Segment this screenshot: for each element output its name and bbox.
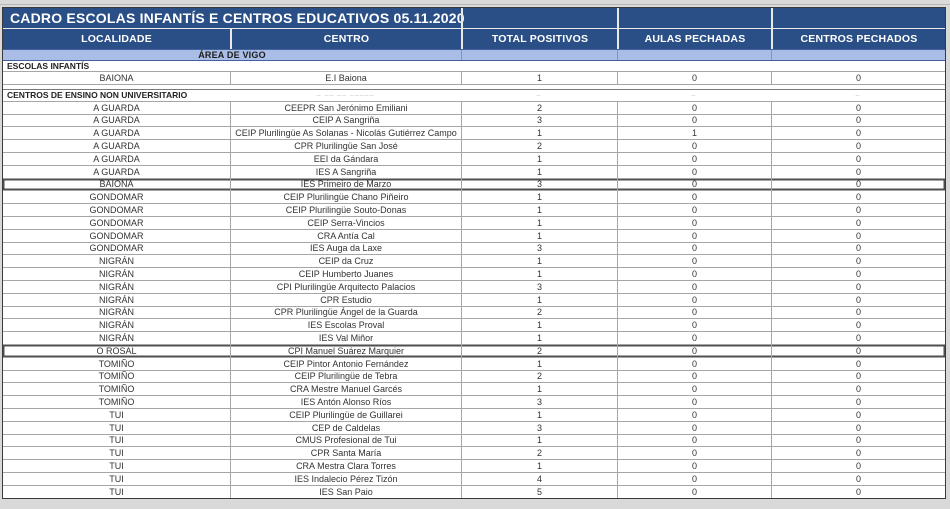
centros-pechados-cell[interactable]: 0 <box>771 204 945 216</box>
total-positivos-cell[interactable]: 3 <box>461 179 617 191</box>
centros-pechados-cell[interactable]: 0 <box>771 230 945 242</box>
total-positivos-cell[interactable]: 1 <box>461 217 617 229</box>
table-row[interactable] <box>3 229 945 242</box>
centros-pechados-cell[interactable]: 0 <box>771 243 945 255</box>
centros-pechados-cell[interactable]: 0 <box>771 294 945 306</box>
total-positivos-cell[interactable]: 1 <box>461 191 617 203</box>
aulas-pechadas-cell[interactable]: 0 <box>617 486 771 498</box>
aulas-pechadas-cell[interactable]: 0 <box>617 332 771 344</box>
aulas-pechadas-cell[interactable]: 0 <box>617 179 771 191</box>
localidade-cell[interactable]: TOMIÑO <box>98 397 135 408</box>
total-positivos-cell[interactable]: 1 <box>461 332 617 344</box>
localidade-cell[interactable]: GONDOMAR <box>89 205 144 216</box>
column-header-centros-pechados[interactable]: CENTROS PECHADOS <box>771 29 945 49</box>
total-positivos-cell[interactable]: 1 <box>461 268 617 280</box>
centro-cell[interactable]: CRA Antía Cal <box>230 230 461 242</box>
centros-pechados-cell[interactable]: 0 <box>771 179 945 191</box>
section-label: ESCOLAS INFANTÍS <box>7 61 90 71</box>
centros-pechados-cell[interactable]: 0 <box>771 140 945 152</box>
centros-pechados-cell[interactable]: 0 <box>771 319 945 331</box>
table-row[interactable] <box>3 485 945 498</box>
ghost-mark: – <box>855 91 861 99</box>
centro-cell[interactable]: IES Escolas Proval <box>230 319 461 331</box>
centros-pechados-cell[interactable]: 0 <box>771 332 945 344</box>
centros-pechados-cell[interactable]: 0 <box>771 72 945 84</box>
table-row[interactable] <box>3 408 945 421</box>
aulas-pechadas-cell[interactable]: 0 <box>617 447 771 459</box>
table-row[interactable] <box>3 178 945 191</box>
centros-pechados-cell[interactable]: 0 <box>771 422 945 434</box>
table-row[interactable] <box>3 421 945 434</box>
centro-cell[interactable]: CEIP Plurilingüe As Solanas - Nicolás Gutiérrez Campo <box>230 127 461 139</box>
centro-cell[interactable]: IES San Paio <box>230 486 461 498</box>
localidade-cell[interactable]: TUI <box>109 409 124 420</box>
centro-cell[interactable]: IES Indalecio Pérez Tizón <box>230 473 461 485</box>
total-positivos-cell[interactable]: 2 <box>461 102 617 114</box>
centros-pechados-cell[interactable]: 0 <box>771 409 945 421</box>
column-header-row <box>3 29 945 49</box>
localidade-cell[interactable]: NIGRÁN <box>98 333 134 344</box>
total-positivos-cell[interactable]: 1 <box>461 460 617 472</box>
centros-pechados-cell[interactable]: 0 <box>771 447 945 459</box>
localidade-cell[interactable]: TUI <box>109 461 124 471</box>
table-row[interactable] <box>3 382 945 395</box>
total-positivos-cell[interactable]: 1 <box>461 153 617 165</box>
localidade-cell[interactable]: GONDOMAR <box>89 192 144 203</box>
localidade-cell[interactable]: TOMIÑO <box>98 371 135 382</box>
aulas-pechadas-cell[interactable]: 0 <box>617 268 771 280</box>
localidade-cell[interactable]: TUI <box>109 435 124 446</box>
table-row[interactable] <box>3 331 945 344</box>
total-positivos-cell[interactable]: 1 <box>461 435 617 447</box>
localidade-cell[interactable]: NIGRÁN <box>98 294 134 305</box>
centros-pechados-cell[interactable]: 0 <box>771 435 945 447</box>
centros-pechados-cell[interactable]: 0 <box>771 127 945 139</box>
centros-pechados-cell[interactable]: 0 <box>771 268 945 280</box>
table-row[interactable] <box>3 446 945 459</box>
localidade-cell[interactable]: TOMIÑO <box>98 384 135 395</box>
centro-cell[interactable]: CPI Plurilingüe Arquitecto Palacios <box>230 281 461 293</box>
table-row[interactable] <box>3 370 945 383</box>
localidade-cell[interactable]: A GUARDA <box>93 115 140 126</box>
centro-cell[interactable]: CEIP Plurilingüe de Guillarei <box>230 409 461 421</box>
centros-pechados-cell[interactable]: 0 <box>771 460 945 472</box>
aulas-pechadas-cell[interactable]: 0 <box>617 371 771 383</box>
centro-cell[interactable]: E.I Baiona <box>230 72 461 84</box>
localidade-cell[interactable]: O ROSAL <box>96 345 137 356</box>
centro-cell[interactable]: IES Val Miñor <box>230 332 461 344</box>
table-body <box>3 61 945 498</box>
centros-pechados-cell[interactable]: 0 <box>771 345 945 357</box>
centro-cell[interactable]: CRA Mestre Manuel Garcés <box>230 383 461 395</box>
centro-cell[interactable]: IES A Sangriña <box>230 166 461 178</box>
aulas-pechadas-cell[interactable]: 0 <box>617 166 771 178</box>
aulas-pechadas-cell[interactable]: 0 <box>617 140 771 152</box>
centros-pechados-cell[interactable]: 0 <box>771 166 945 178</box>
centros-pechados-cell[interactable]: 0 <box>771 255 945 267</box>
centros-pechados-cell[interactable]: 0 <box>771 281 945 293</box>
aulas-pechadas-cell[interactable]: 0 <box>617 435 771 447</box>
area-band-blank <box>617 50 771 60</box>
localidade-cell[interactable]: TUI <box>109 448 124 459</box>
table-row[interactable] <box>3 459 945 472</box>
table-row[interactable] <box>3 306 945 319</box>
centro-cell[interactable]: IES Antón Alonso Ríos <box>230 396 461 408</box>
table-row[interactable] <box>3 101 945 114</box>
table-row[interactable] <box>3 71 945 84</box>
centros-pechados-cell[interactable]: 0 <box>771 486 945 498</box>
aulas-pechadas-cell[interactable]: 0 <box>617 243 771 255</box>
title-blank-cell <box>617 8 771 28</box>
aulas-pechadas-cell[interactable]: 0 <box>617 255 771 267</box>
localidade-cell[interactable]: A GUARDA <box>93 153 140 164</box>
covid-schools-table <box>2 7 946 499</box>
table-row[interactable] <box>3 216 945 229</box>
table-row[interactable] <box>3 126 945 139</box>
localidade-cell[interactable]: BAIONA <box>99 179 134 190</box>
aulas-pechadas-cell[interactable]: 0 <box>617 409 771 421</box>
centro-cell[interactable]: CPI Manuel Suárez Marquier <box>230 345 461 357</box>
aulas-pechadas-cell[interactable]: 0 <box>617 217 771 229</box>
centro-cell[interactable]: CPR Plurilingüe San José <box>230 140 461 152</box>
localidade-cell[interactable]: A GUARDA <box>93 102 140 113</box>
table-row[interactable] <box>3 357 945 370</box>
total-positivos-cell[interactable]: 3 <box>461 396 617 408</box>
centro-cell[interactable]: CEIP Humberto Juanes <box>230 268 461 280</box>
section-header-row <box>3 89 945 101</box>
aulas-pechadas-cell[interactable]: 0 <box>617 422 771 434</box>
section-label: CENTROS DE ENSINO NON UNIVERSITARIO <box>7 90 188 101</box>
centro-cell[interactable]: EEI da Gándara <box>230 153 461 165</box>
centro-cell[interactable]: CPR Santa María <box>230 447 461 459</box>
aulas-pechadas-cell[interactable]: 0 <box>617 345 771 357</box>
column-header-aulas-pechadas[interactable]: AULAS PECHADAS <box>617 29 771 49</box>
centros-pechados-cell[interactable]: 0 <box>771 383 945 395</box>
total-positivos-cell[interactable]: 5 <box>461 486 617 498</box>
centro-cell[interactable]: CEIP Plurilingüe Souto-Donas <box>230 204 461 216</box>
localidade-cell[interactable]: TOMIÑO <box>98 358 135 369</box>
centro-cell[interactable]: CEIP A Sangriña <box>230 115 461 127</box>
table-row[interactable] <box>3 203 945 216</box>
window-edge-line <box>0 4 950 5</box>
area-band-label: ÁREA DE VIGO <box>198 50 266 60</box>
table-row[interactable] <box>3 293 945 306</box>
centros-pechados-cell[interactable]: 0 <box>771 153 945 165</box>
table-row[interactable] <box>3 165 945 178</box>
centro-cell[interactable]: IES Primeiro de Marzo <box>230 179 461 191</box>
total-positivos-cell[interactable]: 2 <box>461 371 617 383</box>
localidade-cell[interactable]: A GUARDA <box>93 128 140 139</box>
total-positivos-cell[interactable]: 3 <box>461 115 617 127</box>
localidade-cell[interactable]: NIGRÁN <box>98 269 134 280</box>
table-row[interactable] <box>3 472 945 485</box>
table-row[interactable] <box>3 280 945 293</box>
area-band-row <box>3 49 945 61</box>
localidade-cell[interactable]: GONDOMAR <box>89 243 144 254</box>
localidade-cell[interactable]: TUI <box>109 486 124 497</box>
aulas-pechadas-cell[interactable]: 0 <box>617 358 771 370</box>
total-positivos-cell[interactable]: 1 <box>461 255 617 267</box>
localidade-cell[interactable]: GONDOMAR <box>89 230 144 241</box>
centro-cell[interactable]: CMUS Profesional de Tui <box>230 435 461 447</box>
centros-pechados-cell[interactable]: 0 <box>771 115 945 127</box>
centro-cell[interactable]: CPR Estudio <box>230 294 461 306</box>
total-positivos-cell[interactable]: 2 <box>461 140 617 152</box>
localidade-cell[interactable]: A GUARDA <box>93 166 140 177</box>
total-positivos-cell[interactable]: 1 <box>461 72 617 84</box>
centro-cell[interactable]: CEIP Pintor Antonio Fernández <box>230 358 461 370</box>
table-row[interactable] <box>3 318 945 331</box>
centro-cell[interactable]: CEIP Plurilingüe Chano Piñeiro <box>230 191 461 203</box>
area-band-blank <box>771 50 945 60</box>
aulas-pechadas-cell[interactable]: 0 <box>617 319 771 331</box>
column-header-localidade[interactable]: LOCALIDADE <box>81 33 152 45</box>
table-title-row <box>3 8 945 29</box>
centro-cell[interactable]: CRA Mestra Clara Torres <box>230 460 461 472</box>
centros-pechados-cell[interactable]: 0 <box>771 358 945 370</box>
aulas-pechadas-cell[interactable]: 0 <box>617 307 771 319</box>
total-positivos-cell[interactable]: 1 <box>461 166 617 178</box>
aulas-pechadas-cell[interactable]: 0 <box>617 204 771 216</box>
total-positivos-cell[interactable]: 1 <box>461 409 617 421</box>
table-row[interactable] <box>3 139 945 152</box>
table-row[interactable] <box>3 267 945 280</box>
localidade-cell[interactable]: NIGRÁN <box>98 256 134 267</box>
localidade-cell[interactable]: A GUARDA <box>93 141 140 152</box>
title-blank-cell <box>771 8 945 28</box>
total-positivos-cell[interactable]: 2 <box>461 447 617 459</box>
localidade-cell[interactable]: NIGRÁN <box>98 281 134 292</box>
table-row[interactable] <box>3 114 945 127</box>
localidade-cell[interactable]: GONDOMAR <box>89 217 144 228</box>
total-positivos-cell[interactable]: 1 <box>461 294 617 306</box>
total-positivos-cell[interactable]: 1 <box>461 383 617 395</box>
localidade-cell[interactable]: BAIONA <box>99 72 134 83</box>
centros-pechados-cell[interactable]: 0 <box>771 307 945 319</box>
centros-pechados-cell[interactable]: 0 <box>771 396 945 408</box>
table-row[interactable] <box>3 190 945 203</box>
localidade-cell[interactable]: NIGRÁN <box>98 307 134 318</box>
total-positivos-cell[interactable]: 1 <box>461 127 617 139</box>
aulas-pechadas-cell[interactable]: 0 <box>617 230 771 242</box>
aulas-pechadas-cell[interactable]: 0 <box>617 294 771 306</box>
localidade-cell[interactable]: TUI <box>109 473 124 484</box>
aulas-pechadas-cell[interactable]: 0 <box>617 460 771 472</box>
aulas-pechadas-cell[interactable]: 0 <box>617 153 771 165</box>
section-header-row <box>3 61 945 71</box>
table-row[interactable] <box>3 434 945 447</box>
total-positivos-cell[interactable]: 2 <box>461 307 617 319</box>
centro-cell[interactable]: IES Auga da Laxe <box>230 243 461 255</box>
aulas-pechadas-cell[interactable]: 0 <box>617 281 771 293</box>
table-row[interactable] <box>3 152 945 165</box>
aulas-pechadas-cell[interactable]: 0 <box>617 191 771 203</box>
total-positivos-cell[interactable]: 3 <box>461 281 617 293</box>
ghost-text: – –– –– ––––– <box>316 91 375 99</box>
centros-pechados-cell[interactable]: 0 <box>771 217 945 229</box>
total-positivos-cell[interactable]: 3 <box>461 243 617 255</box>
column-header-total-positivos[interactable]: TOTAL POSITIVOS <box>461 29 617 49</box>
aulas-pechadas-cell[interactable]: 0 <box>617 102 771 114</box>
table-title: CADRO ESCOLAS INFANTÍS E CENTROS EDUCATIVOS 05.11.2020 <box>10 10 465 26</box>
total-positivos-cell[interactable]: 4 <box>461 473 617 485</box>
centros-pechados-cell[interactable]: 0 <box>771 102 945 114</box>
table-row[interactable] <box>3 254 945 267</box>
total-positivos-cell[interactable]: 2 <box>461 345 617 357</box>
total-positivos-cell[interactable]: 1 <box>461 319 617 331</box>
centro-cell[interactable]: CEEPR San Jerónimo Emiliani <box>230 102 461 114</box>
area-band-blank <box>461 50 617 60</box>
total-positivos-cell[interactable]: 3 <box>461 422 617 434</box>
ghost-mark: – <box>536 91 542 99</box>
centro-cell[interactable]: CPR Plurilingüe Ángel de la Guarda <box>230 307 461 319</box>
total-positivos-cell[interactable]: 1 <box>461 358 617 370</box>
ghost-mark: – <box>691 91 697 99</box>
centros-pechados-cell[interactable]: 0 <box>771 473 945 485</box>
aulas-pechadas-cell[interactable]: 0 <box>617 115 771 127</box>
total-positivos-cell[interactable]: 1 <box>461 204 617 216</box>
localidade-cell[interactable]: NIGRÁN <box>98 320 134 331</box>
centro-cell[interactable]: CEIP Plurilingüe de Tebra <box>230 371 461 383</box>
table-row[interactable] <box>3 395 945 408</box>
total-positivos-cell[interactable]: 1 <box>461 230 617 242</box>
aulas-pechadas-cell[interactable]: 0 <box>617 72 771 84</box>
table-row[interactable] <box>3 242 945 255</box>
centro-cell[interactable]: CEIP da Cruz <box>230 255 461 267</box>
column-header-centro[interactable]: CENTRO <box>230 29 461 49</box>
aulas-pechadas-cell[interactable]: 1 <box>617 127 771 139</box>
localidade-cell[interactable]: TUI <box>109 422 124 433</box>
aulas-pechadas-cell[interactable]: 0 <box>617 396 771 408</box>
centro-cell[interactable]: CEIP Serra-Vincios <box>230 217 461 229</box>
aulas-pechadas-cell[interactable]: 0 <box>617 383 771 395</box>
centros-pechados-cell[interactable]: 0 <box>771 371 945 383</box>
title-blank-cell <box>461 8 617 28</box>
centro-cell[interactable]: CEP de Caldelas <box>230 422 461 434</box>
aulas-pechadas-cell[interactable]: 0 <box>617 473 771 485</box>
table-row[interactable] <box>3 344 945 357</box>
centros-pechados-cell[interactable]: 0 <box>771 191 945 203</box>
